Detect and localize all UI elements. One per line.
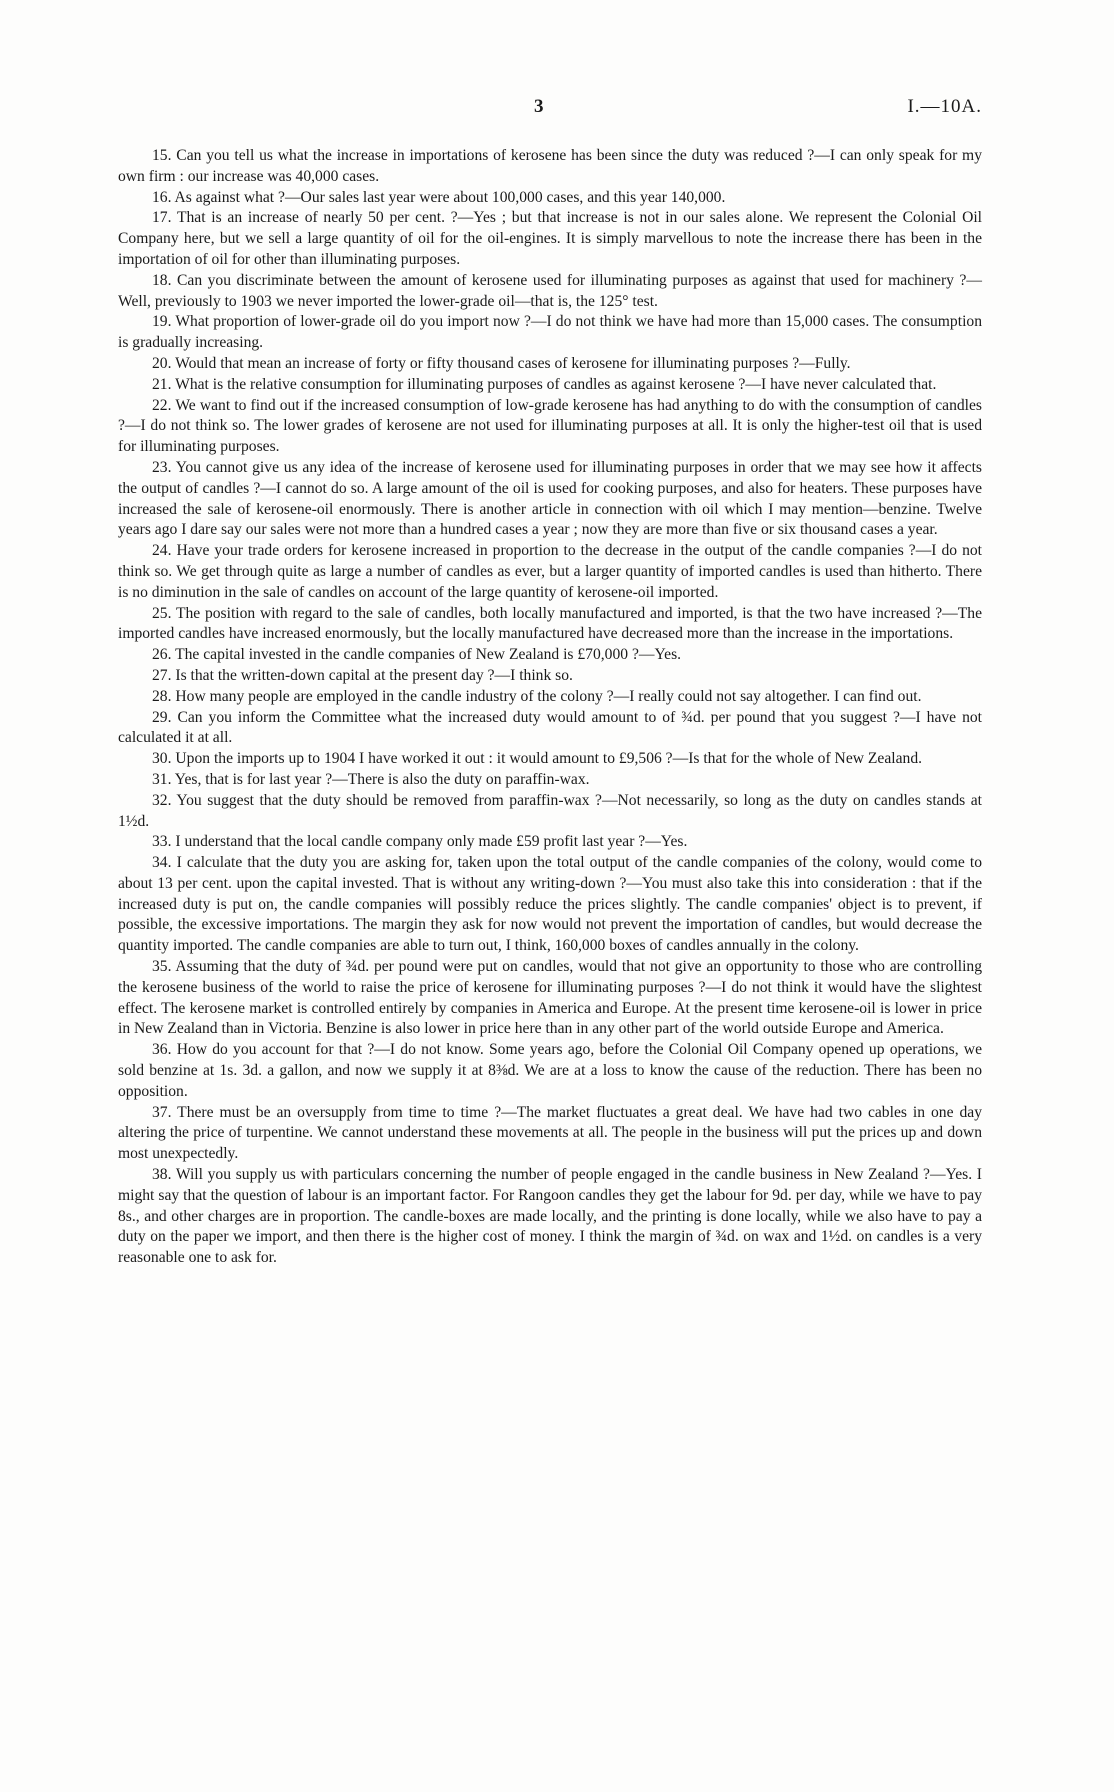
question-34: 34. I calculate that the duty you are asking for, taken upon the total output of the candle companies of the colony, would come to about 13 per cent. upon the capital invested. That is without any writing-down ?—You must also take this into consideration : that if the increased duty is put on, the candle companies will possibly reduce the prices slightly. The candle companies' object is to prevent, if possible, the excessive importations. The margin they ask for now would not prevent the importation of candles, but would decrease the quantity imported. The candle companies are able to turn out, I think, 160,000 boxes of candles annually in the colony. <box>118 854 982 955</box>
question-23: 23. You cannot give us any idea of the increase of kerosene used for illuminating purposes in order that we may see how it affects the output of candles ?—I cannot do so. A large amount of the oil is used for cooking purposes, and also for heaters. These purposes have increased the sale of kerosene-oil enormously. There is another article in connection with oil which I may mention—benzine. Twelve years ago I dare say our sales were not more than a hundred cases a year ; now they are more than five or six thousand cases a year. <box>118 458 982 539</box>
question-17: 17. That is an increase of nearly 50 per cent. ?—Yes ; but that increase is not in our sales alone. We represent the Colonial Oil Company here, but we sell a large quantity of oil for the oil-engines. It is simply marvellous to note the increase there has been in the importation of oil for other than illuminating purposes. <box>118 209 982 268</box>
question-38: 38. Will you supply us with particulars concerning the number of people engaged in the candle business in New Zealand ?—Yes. I might say that the question of labour is an important factor. For Rangoon candles they get the labour for 9d. per day, while we have to pay 8s., and other charges are in proportion. The candle-boxes are made locally, and the printing is done locally, while we also have to pay a duty on the paper we import, and then there is the higher cost of money. I think the margin of ¾d. on wax and 1½d. on candles is a very reasonable one to ask for. <box>118 1166 982 1267</box>
question-30: 30. Upon the imports up to 1904 I have worked it out : it would amount to £9,506 ?—Is that for the whole of New Zealand. <box>152 750 923 768</box>
question-33: 33. I understand that the local candle company only made £59 profit last year ?—Yes. <box>152 833 688 851</box>
question-20: 20. Would that mean an increase of forty or fifty thousand cases of kerosene for illuminating purposes ?—Fully. <box>152 354 851 372</box>
question-25: 25. The position with regard to the sale of candles, both locally manufactured and imported, is that the two have increased ?—The imported candles have increased enormously, but the locally manufactured have decreased more than the increase in the importations. <box>118 604 982 643</box>
question-16: 16. As against what ?—Our sales last year were about 100,000 cases, and this year 140,000. <box>152 188 726 206</box>
question-24: 24. Have your trade orders for kerosene increased in proportion to the decrease in the output of the candle companies ?—I do not think so. We get through quite as large a number of candles as ever, but a larger quantity of imported candles is used than hitherto. There is no diminution in the sale of candles on account of the large quantity of kerosene-oil imported. <box>118 542 982 601</box>
evidence-transcript <box>118 146 982 1269</box>
question-29: 29. Can you inform the Committee what the increased duty would amount to of ¾d. per pound that you suggest ?—I have not calculated it at all. <box>118 708 982 747</box>
page-number: 3 <box>534 96 544 117</box>
question-36: 36. How do you account for that ?—I do not know. Some years ago, before the Colonial Oil Company opened up operations, we sold benzine at 1s. 3d. a gallon, and now we supply it at 8⅜d. We are at a loss to know the cause of the reduction. There has been no opposition. <box>118 1041 982 1100</box>
question-31: 31. Yes, that is for last year ?—There is also the duty on paraffin-wax. <box>152 770 590 788</box>
question-15: 15. Can you tell us what the increase in importations of kerosene has been since the duty was reduced ?—I can only speak for my own firm : our increase was 40,000 cases. <box>118 147 982 185</box>
question-27: 27. Is that the written-down capital at the present day ?—I think so. <box>152 666 573 684</box>
running-header <box>118 96 982 122</box>
question-19: 19. What proportion of lower-grade oil do you import now ?—I do not think we have had more than 15,000 cases. The consumption is gradually increasing. <box>118 313 982 352</box>
question-37: 37. There must be an oversupply from time to time ?—The market fluctuates a great deal. We have had two cables in one day altering the price of turpentine. We cannot understand these movements at all. The people in the business will put the prices up and down most unexpectedly. <box>118 1103 982 1163</box>
question-26: 26. The capital invested in the candle companies of New Zealand is £70,000 ?—Yes. <box>152 646 682 664</box>
question-22: 22. We want to find out if the increased consumption of low-grade kerosene has had anything to do with the consumption of candles ?—I do not think so. The lower grades of kerosene are not used for illuminating purposes at all. It is only the higher-test oil that is used for illuminating purposes. <box>118 396 982 456</box>
question-35: 35. Assuming that the duty of ¾d. per pound were put on candles, would that not give an opportunity to those who are controlling the kerosene business of the world to raise the price of kerosene for illuminating purposes ?—I do not think it would have the slightest effect. The kerosene market is controlled entirely by companies in America and Europe. At the present time kerosene-oil is lower in price in New Zealand than in Victoria. Benzine is also lower in price here than in any other part of the world outside Europe and America. <box>118 958 982 1038</box>
question-21: 21. What is the relative consumption for illuminating purposes of candles as against kerosene ?—I have never calculated that. <box>152 375 937 393</box>
question-32: 32. You suggest that the duty should be removed from paraffin-wax ?—Not necessarily, so long as the duty on candles stands at 1½d. <box>118 791 982 830</box>
question-28: 28. How many people are employed in the candle industry of the colony ?—I really could not say altogether. I can find out. <box>152 687 922 705</box>
question-18: 18. Can you discriminate between the amount of kerosene used for illuminating purposes as against that used for machinery ?—Well, previously to 1903 we never imported the lower-grade oil—that is, the 125° test. <box>118 271 982 310</box>
document-reference: I.—10A. <box>907 96 982 117</box>
